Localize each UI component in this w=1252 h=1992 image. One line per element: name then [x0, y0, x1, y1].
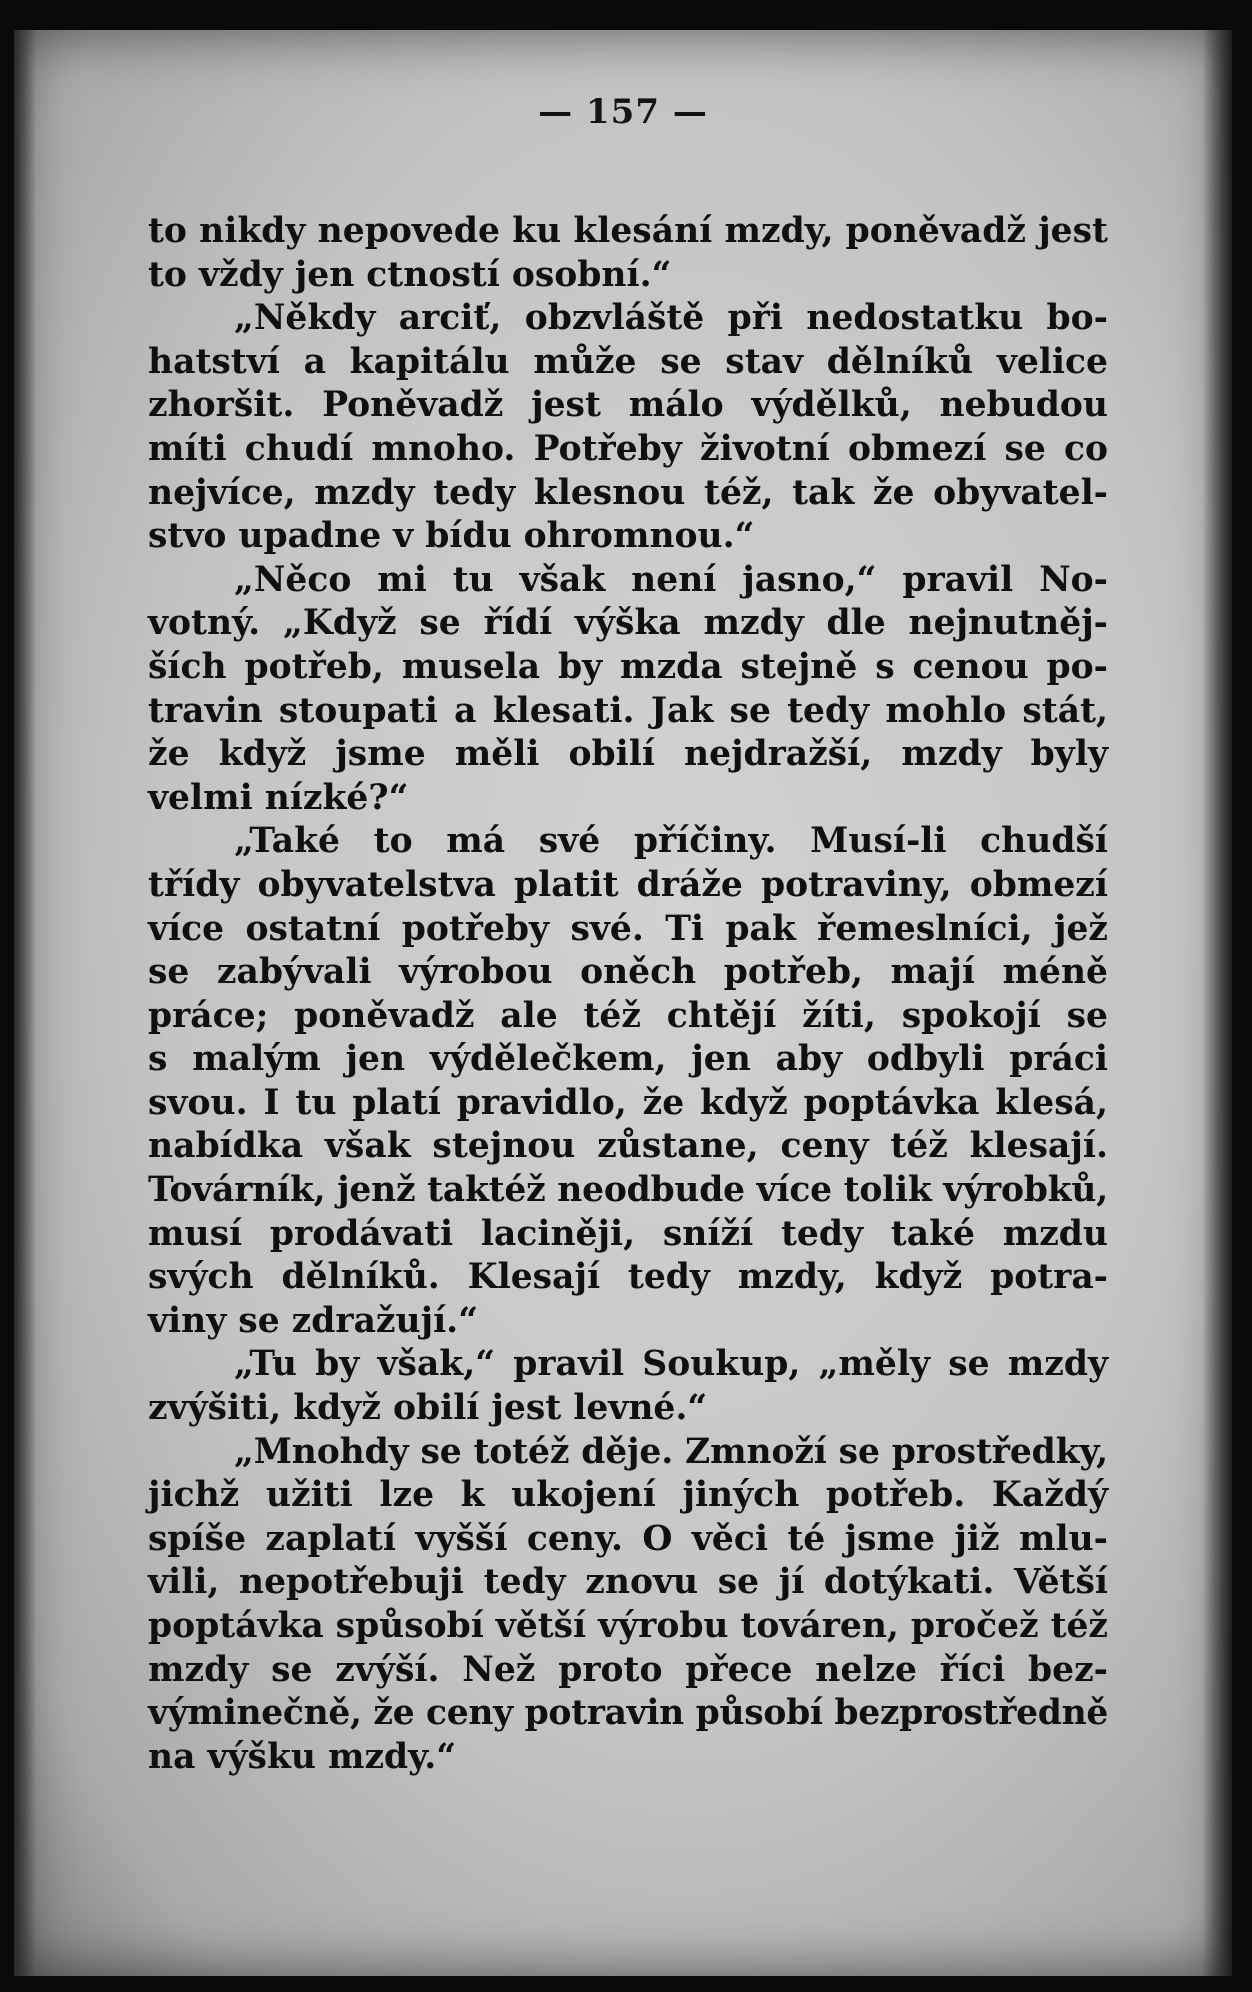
text-line: musí prodávati laciněji, sníží tedy také mzdu: [148, 1213, 1108, 1254]
text-line: s malým jen výdělečkem, jen aby odbyli práci: [148, 1039, 1108, 1080]
book-page: [14, 30, 1232, 1976]
text-line: to nikdy nepovede ku klesání mzdy, poněvadž jest: [148, 211, 1108, 251]
text-line: „Tu by však,“ pravil Soukup, „měly se mzdy: [234, 1344, 1108, 1385]
text-line: svou. I tu platí pravidlo, že když poptávka klesá,: [148, 1082, 1108, 1123]
text-line: nejvíce, mzdy tedy klesnou též, tak že obyvatel-: [148, 472, 1108, 513]
text-line: jichž užiti lze k ukojení jiných potřeb. Každý: [148, 1475, 1108, 1516]
text-line: viny se zdražují.“: [148, 1300, 479, 1341]
text-line: na výšku mzdy.“: [148, 1736, 457, 1777]
text-line: třídy obyvatelstva platit dráže potraviny, obmezí: [148, 864, 1108, 905]
text-line: míti chudí mnoho. Potřeby životní obmezí se co: [148, 428, 1108, 469]
text-line: travin stoupati a klesati. Jak se tedy mohlo stát,: [148, 690, 1108, 731]
text-line: spíše zaplatí vyšší ceny. O věci té jsme již mlu-: [148, 1518, 1108, 1559]
text-line: poptávka spůsobí větší výrobu továren, pročež též: [148, 1606, 1108, 1646]
page-number: — 157 —: [538, 92, 708, 132]
text-line: to vždy jen ctností osobní.“: [148, 254, 672, 295]
text-line: votný. „Když se řídí výška mzdy dle nejnutněj-: [148, 603, 1108, 644]
text-line: zvýšiti, když obilí jest levné.“: [148, 1388, 708, 1429]
text-line: „Mnohdy se totéž děje. Zmnoží se prostředky,: [234, 1431, 1108, 1472]
text-line: se zabývali výrobou oněch potřeb, mají méně: [148, 952, 1108, 993]
text-line: stvo upadne v bídu ohromnou.“: [148, 516, 755, 557]
body-text: [148, 210, 1108, 1779]
text-line: vili, nepotřebuji tedy znovu se jí dotýkati. Větší: [148, 1562, 1108, 1603]
text-line: svých dělníků. Klesají tedy mzdy, když potra-: [148, 1257, 1108, 1298]
text-line: „Něco mi tu však není jasno,“ pravil No-: [234, 559, 1108, 600]
text-line: ších potřeb, musela by mzda stejně s cenou po-: [148, 646, 1108, 687]
text-line: mzdy se zvýší. Než proto přece nelze říci bez-: [148, 1649, 1108, 1690]
text-line: nabídka však stejnou zůstane, ceny též klesají.: [148, 1126, 1108, 1167]
text-line: Továrník, jenž taktéž neodbude více tolik výrobků,: [148, 1170, 1108, 1211]
text-line: zhoršit. Poněvadž jest málo výdělků, nebudou: [148, 385, 1108, 426]
text-line: „Také to má své příčiny. Musí-li chudší: [234, 821, 1108, 862]
text-line: „Někdy arciť, obzvláště při nedostatku bo-: [234, 298, 1108, 339]
text-line: výminečně, že ceny potravin působí bezprostředně: [148, 1693, 1108, 1734]
text-line: že když jsme měli obilí nejdražší, mzdy byly: [148, 734, 1108, 775]
text-line: velmi nízké?“: [148, 777, 409, 818]
text-line: více ostatní potřeby své. Ti pak řemeslníci, jež: [148, 908, 1108, 949]
text-line: práce; poněvadž ale též chtějí žíti, spokojí se: [148, 995, 1108, 1036]
text-line: hatství a kapitálu může se stav dělníků velice: [148, 341, 1108, 382]
